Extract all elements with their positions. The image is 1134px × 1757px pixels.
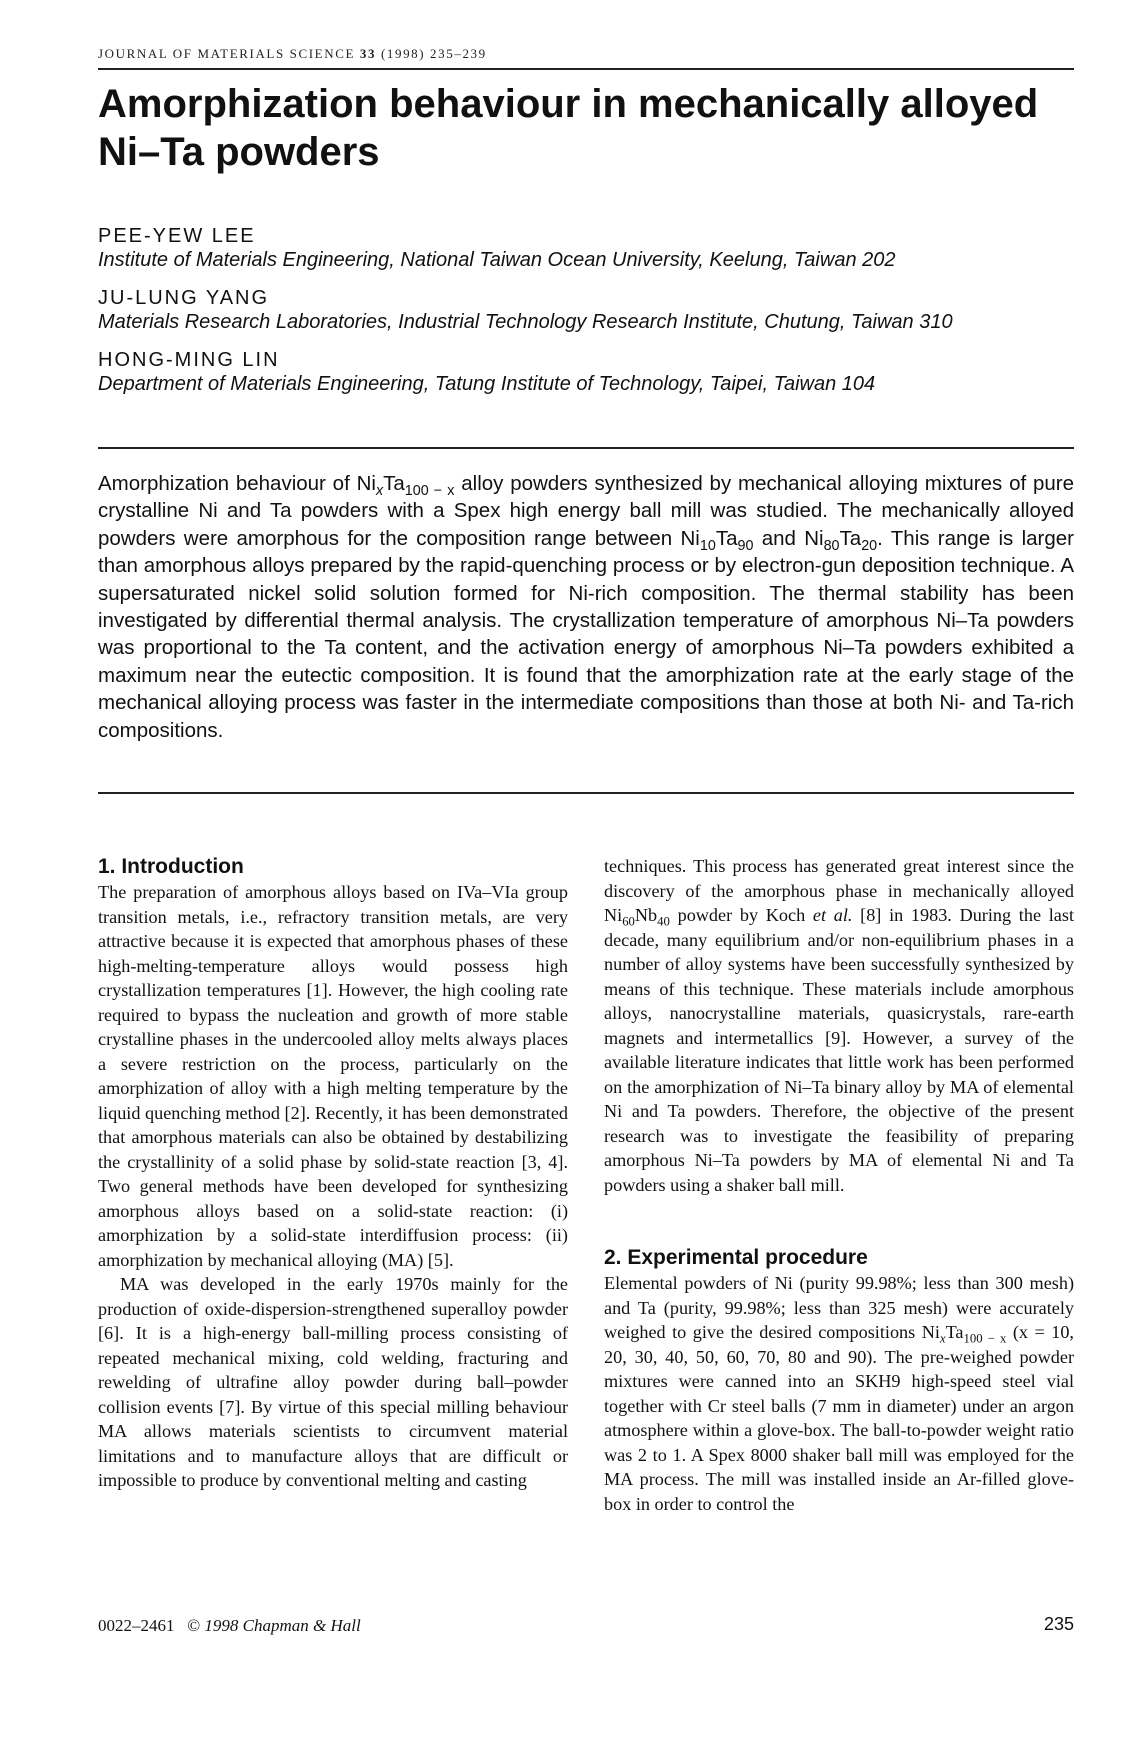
section-heading-introduction: 1. Introduction — [98, 855, 244, 878]
abstract: Amorphization behaviour of $Ni_xTa_{100 - x}$ alloy powders synthesized by mechanical alloying mixtures of pure crystalline Ni and Ta powders with a Spex high energy ball mill was studied. The mechanically alloyed powders were amorphous for the composition range between $Ni_{10}Ta_{90}$ and $Ni_{80}Ta_{20}$. This range is larger than amorphous alloys prepared by the rapid-quenching process or by electron-gun deposition technique. A supersaturated nickel solid solution formed for Ni-rich composition. The thermal stability has been investigated by differential thermal analysis. The crystallization temperature of amorphous Ni–Ta powders was proportional to the Ta content, and the activation energy of amorphous Ni–Ta powders exhibited a maximum near the eutectic composition. It is found that the amorphization rate at the early stage of the mechanical alloying process was faster in the intermediate compositions than those at both Ni- and Ta-rich compositions. — [98, 472, 1074, 742]
author-affiliation: Department of Materials Engineering, Tatung Institute of Technology, Taipei, Taiwan 104 — [98, 373, 876, 395]
body-paragraph: The preparation of amorphous alloys based on IVa–VIa group transition metals, i.e., refractory transition metals, are very attractive because it is expected that amorphous phases of these high-melting-temperature alloys would possess high crystallization temperatures [1]. However, the high cooling rate required to bypass the nucleation and growth of more stable crystalline phases in the undercooled alloy melts always places a severe restriction on the process, particularly on the amorphization of alloy with a high melting temperature by the liquid quenching method [2]. Recently, it has been demonstrated that amorphous materials can also be obtained by destabilizing the crystallinity of a solid phase by solid-state reaction [3, 4]. Two general methods have been developed for synthesizing amorphous alloys based on a solid-state reaction: (i) amorphization by a solid-state interdiffusion process: (ii) amorphization by mechanical alloying (MA) [5]. — [98, 882, 568, 1270]
section-heading-experimental: 2. Experimental procedure — [604, 1246, 868, 1269]
issn: 0022–2461 — [98, 1616, 175, 1635]
author-affiliation: Institute of Materials Engineering, National Taiwan Ocean University, Keelung, Taiwan 202 — [98, 249, 896, 271]
body-paragraph: techniques. This process has generated great interest since the discovery of the amorphous phase in mechanically alloyed $Ni_{60}Nb_{40}$ powder by Koch et al. [8] in 1983. During the last decade, many equilibrium and/or non-equilibrium phases in a number of alloy systems have been successfully synthesized by means of this technique. These materials include amorphous alloys, nanocrystalline materials, quasicrystals, rare-earth magnets and intermetallics [9]. However, a survey of the available literature indicates that little work has been performed on the amorphization of Ni–Ta binary alloy by MA of elemental Ni and Ta powders. Therefore, the objective of the present research was to investigate the feasibility of preparing amorphous Ni–Ta powders by MA of elemental Ni and Ta powders using a shaker ball mill. — [604, 856, 1075, 1195]
journal-name: JOURNAL OF MATERIALS SCIENCE — [98, 46, 356, 61]
author-name: PEE-YEW LEE — [98, 225, 256, 247]
body-paragraph: MA was developed in the early 1970s mainly for the production of oxide-dispersion-strengthened superalloy powder [6]. It is a high-energy ball-milling process consisting of repeated mechanical mixing, cold welding, fracturing and rewelding of ultrafine alloy powder during ball–powder collision events [7]. By virtue of this special milling behaviour MA allows materials scientists to circumvent material limitations and to manufacture alloys that are difficult or impossible to produce by conventional melting and casting — [98, 1274, 568, 1490]
copyright-icon: © — [187, 1616, 201, 1635]
right-column — [604, 854, 1074, 1516]
running-header — [98, 46, 487, 62]
title-line-2: Ni–Ta powders — [98, 130, 380, 174]
author-name: JU-LUNG YANG — [98, 287, 270, 309]
header-rule — [98, 68, 1074, 70]
paper-title — [98, 80, 1074, 176]
left-column — [98, 854, 568, 1493]
author-name: HONG-MING LIN — [98, 349, 280, 371]
paper-page — [98, 0, 1074, 1757]
title-line-1: Amorphization behaviour in mechanically alloyed — [98, 82, 1039, 126]
journal-year-pages: (1998) 235–239 — [380, 46, 487, 61]
abstract-bottom-rule — [98, 792, 1074, 794]
body-paragraph: Elemental powders of Ni (purity 99.98%; less than 300 mesh) and Ta (purity, 99.98%; less than 325 mesh) were accurately weighed to give the desired compositions $Ni_xTa_{100 - x}$ (x = 10, 20, 30, 40, 50, 60, 70, 80 and 90). The pre-weighed powder mixtures were canned into an SKH9 high-speed steel vial together with Cr steel balls (7 mm in diameter) under an argon atmosphere within a glove-box. The ball-to-powder weight ratio was 2 to 1. A Spex 8000 shaker ball mill was employed for the MA process. The mill was installed inside an Ar-filled glove-box in order to control the — [604, 1273, 1074, 1514]
footer-copyright — [98, 1616, 361, 1636]
abstract-top-rule — [98, 447, 1074, 449]
page-number: 235 — [1043, 1614, 1074, 1634]
author-block — [98, 224, 1074, 410]
author-affiliation: Materials Research Laboratories, Industrial Technology Research Institute, Chutung, Taiwan 310 — [98, 311, 953, 333]
copyright-text: 1998 Chapman & Hall — [204, 1616, 361, 1635]
journal-volume: 33 — [359, 46, 377, 61]
